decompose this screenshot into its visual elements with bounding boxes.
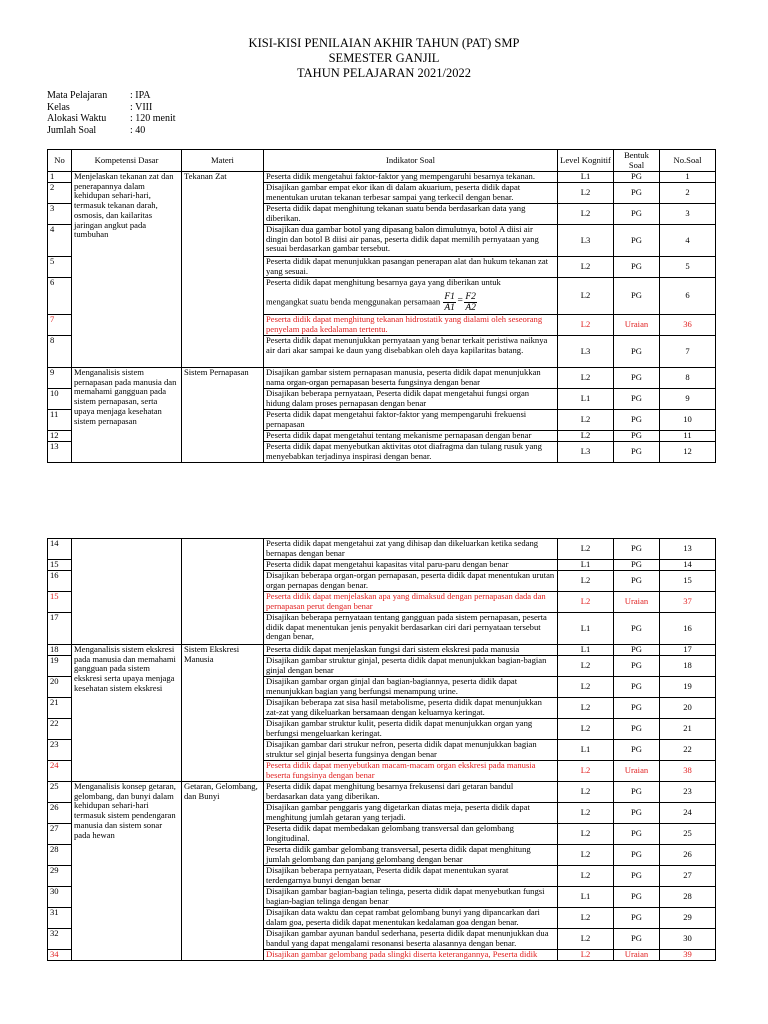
row-number: 9: [48, 368, 72, 389]
competency-cell: [72, 539, 182, 645]
document-title: [0, 36, 768, 81]
indicator-cell: Disajikan gambar organ ginjal dan bagian-bagiannya, peserta didik dapat menunjukkan bagian yang berfungsi menampung urine.: [264, 677, 558, 698]
row-number: 29: [48, 866, 72, 887]
level-cell: L2: [558, 782, 614, 803]
level-cell: L1: [558, 887, 614, 908]
header-materi: Materi: [182, 150, 264, 172]
question-number-cell: 39: [660, 950, 716, 961]
table-row: [48, 368, 716, 389]
question-number-cell: 16: [660, 613, 716, 645]
indicator-cell: Peserta didik dapat menyebutkan macam-macam organ ekskresi pada manusia beserta fungsinya dengan benar: [264, 761, 558, 782]
formula-num-2: F2: [465, 291, 476, 302]
competency-cell: Menjelaskan tekanan zat dan penerapannya dalam kehidupan sehari-hari, termasuk tekanan darah, osmosis, dan kailaritas jaringan angkut pada tumbuhan: [72, 172, 182, 368]
meta-time: [47, 113, 176, 125]
indicator-cell: Disajikan beberapa pernyataan, Peserta didik dapat menentukan syarat terdengarnya bunyi dengan benar: [264, 866, 558, 887]
question-type-cell: PG: [614, 803, 660, 824]
level-cell: L1: [558, 740, 614, 761]
question-type-cell: PG: [614, 645, 660, 656]
question-number-cell: 13: [660, 539, 716, 560]
level-cell: L2: [558, 908, 614, 929]
row-number: 14: [48, 539, 72, 560]
indicator-cell: Disajikan gambar empat ekor ikan di dalam akuarium, peserta didik dapat menentukan urutan tekanan terbesar sampai yang terkecil dengan benar.: [264, 183, 558, 204]
row-number: 1: [48, 172, 72, 183]
row-number: 7: [48, 315, 72, 336]
question-type-cell: PG: [614, 431, 660, 442]
question-type-cell: PG: [614, 410, 660, 431]
question-type-cell: PG: [614, 719, 660, 740]
header-no: No: [48, 150, 72, 172]
header-indikator: Indikator Soal: [264, 150, 558, 172]
indicator-cell: Disajikan gambar dari strukur nefron, peserta didik dapat menunjukkan bagian struktur sel ginjal beserta fungsinya dengan benar: [264, 740, 558, 761]
question-type-cell: PG: [614, 571, 660, 592]
question-type-cell: Uraian: [614, 315, 660, 336]
table-header-row: [48, 150, 716, 172]
question-type-cell: PG: [614, 613, 660, 645]
table-row: [48, 645, 716, 656]
competency-cell: Menganalisis sistem pernapasan pada manusia dan memahami gangguan pada sistem pernapasan, serta upaya menjaga kesehatan sistem pernapasan: [72, 368, 182, 463]
question-type-cell: PG: [614, 908, 660, 929]
question-number-cell: 2: [660, 183, 716, 204]
indicator-text: Peserta didik dapat menghitung besarnya gaya yang diberikan untuk: [266, 277, 501, 287]
question-number-cell: 15: [660, 571, 716, 592]
indicator-cell: Disajikan beberapa pernyataan, Peserta didik dapat mengetahui fungsi organ hidung dalam proses pernapasan dengan benar: [264, 389, 558, 410]
indicator-cell: Peserta didik dapat menghitung tekanan suatu benda berdasarkan data yang diberikan.: [264, 204, 558, 225]
question-number-cell: 17: [660, 645, 716, 656]
table-row: [48, 782, 716, 803]
level-cell: L2: [558, 278, 614, 315]
level-cell: L2: [558, 592, 614, 613]
question-number-cell: 28: [660, 887, 716, 908]
indicator-cell: Disajikan gambar ayunan bandul sederhana, peserta didik dapat menunjukkan dua bandul yang dapat mengalami resonansi beserta alasannya dengan benar.: [264, 929, 558, 950]
indicator-cell: Peserta didik dapat menjelaskan fungsi dari sistem ekskresi pada manusia: [264, 645, 558, 656]
question-number-cell: 37: [660, 592, 716, 613]
question-type-cell: PG: [614, 257, 660, 278]
meta-label: Mata Pelajaran: [47, 90, 108, 101]
level-cell: L2: [558, 656, 614, 677]
question-type-cell: PG: [614, 740, 660, 761]
indicator-cell: Disajikan gambar bagian-bagian telinga, peserta didik dapat menyebutkan fungsi bagian-bagian telinga dengan benar: [264, 887, 558, 908]
level-cell: L2: [558, 571, 614, 592]
question-number-cell: 30: [660, 929, 716, 950]
row-number: 32: [48, 929, 72, 950]
row-number: 19: [48, 656, 72, 677]
row-number: 25: [48, 782, 72, 803]
material-cell: Tekanan Zat: [182, 172, 264, 368]
question-type-cell: PG: [614, 929, 660, 950]
level-cell: L1: [558, 645, 614, 656]
question-type-cell: PG: [614, 866, 660, 887]
indicator-cell: [264, 278, 558, 315]
level-cell: L2: [558, 866, 614, 887]
row-number: 3: [48, 204, 72, 225]
question-number-cell: 21: [660, 719, 716, 740]
indicator-cell: Peserta didik dapat mengetahui kapasitas vital paru-paru dengan benar: [264, 560, 558, 571]
row-number: 12: [48, 431, 72, 442]
indicator-cell: Peserta didik dapat menunjukkan pernyataan yang benar terkait peristiwa naiknya air dari akar sampai ke daun yang disebabkan oleh daya kapilaritas batang.: [264, 336, 558, 368]
level-cell: L3: [558, 225, 614, 257]
indicator-cell: Peserta didik mengetahui faktor-faktor yang mempengaruhi besarnya tekanan.: [264, 172, 558, 183]
formula-equals: =: [456, 296, 464, 307]
row-number: 2: [48, 183, 72, 204]
question-number-cell: 18: [660, 656, 716, 677]
row-number: 18: [48, 645, 72, 656]
level-cell: L2: [558, 698, 614, 719]
title-line-2: SEMESTER GANJIL: [328, 51, 440, 65]
meta-count: [47, 125, 176, 137]
row-number: 15: [48, 560, 72, 571]
row-number: 11: [48, 410, 72, 431]
row-number: 23: [48, 740, 72, 761]
level-cell: L2: [558, 719, 614, 740]
level-cell: L2: [558, 431, 614, 442]
question-type-cell: PG: [614, 560, 660, 571]
question-type-cell: PG: [614, 782, 660, 803]
material-cell: Sistem Pernapasan: [182, 368, 264, 463]
question-type-cell: Uraian: [614, 592, 660, 613]
row-number: 28: [48, 845, 72, 866]
question-type-cell: PG: [614, 225, 660, 257]
question-type-cell: PG: [614, 656, 660, 677]
indicator-cell: Peserta didik dapat mengetahui tentang mekanisme pernapasan dengan benar: [264, 431, 558, 442]
level-cell: L2: [558, 677, 614, 698]
level-cell: L1: [558, 560, 614, 571]
question-type-cell: PG: [614, 887, 660, 908]
level-cell: L3: [558, 442, 614, 463]
competency-cell: Menganalisis sistem ekskresi pada manusia dan memahami gangguan pada sistem ekskresi serta upaya menjaga kesehatan sistem ekskresi: [72, 645, 182, 782]
row-number: 24: [48, 761, 72, 782]
question-type-cell: PG: [614, 677, 660, 698]
row-number: 16: [48, 571, 72, 592]
question-number-cell: 1: [660, 172, 716, 183]
question-type-cell: PG: [614, 183, 660, 204]
question-number-cell: 5: [660, 257, 716, 278]
row-number: 10: [48, 389, 72, 410]
row-number: 17: [48, 613, 72, 645]
question-type-cell: PG: [614, 539, 660, 560]
question-number-cell: 12: [660, 442, 716, 463]
formula-fraction-2: [464, 292, 477, 313]
question-type-cell: PG: [614, 442, 660, 463]
indicator-cell: Peserta didik dapat mengetahui faktor-faktor yang mempengaruhi frekuensi pernapasan: [264, 410, 558, 431]
question-number-cell: 3: [660, 204, 716, 225]
indicator-cell: Peserta didik dapat mengetahui zat yang dihisap dan dikeluarkan ketika sedang bernapas dengan benar: [264, 539, 558, 560]
row-number: 22: [48, 719, 72, 740]
material-cell: Sistem Ekskresi Manusia: [182, 645, 264, 782]
indicator-cell: Peserta didik dapat menghitung tekanan hidrostatik yang dialami oleh seseorang penyelam pada kedalaman tertentu.: [264, 315, 558, 336]
row-number: 30: [48, 887, 72, 908]
meta-value: : 120 menit: [130, 113, 176, 124]
question-type-cell: PG: [614, 845, 660, 866]
row-number: 8: [48, 336, 72, 368]
indicator-cell: Disajikan gambar gelombang pada slingki diserta keterangannya, Peserta didik: [264, 950, 558, 961]
material-cell: Getaran, Gelombang, dan Bunyi: [182, 782, 264, 961]
question-type-cell: PG: [614, 172, 660, 183]
row-number: 20: [48, 677, 72, 698]
header-nosoal: No.Soal: [660, 150, 716, 172]
formula-num-1: F1: [444, 291, 455, 302]
meta-subject: [47, 90, 176, 102]
question-type-cell: PG: [614, 204, 660, 225]
formula-fraction-1: [443, 292, 456, 313]
meta-value: : VIII: [130, 101, 153, 113]
indicator-cell: Peserta didik dapat menghitung besarnya frekusensi dari getaran bandul berdasarkan data yang diberikan.: [264, 782, 558, 803]
question-type-cell: PG: [614, 824, 660, 845]
level-cell: L1: [558, 172, 614, 183]
header-bentuk: Bentuk Soal: [614, 150, 660, 172]
row-number: 21: [48, 698, 72, 719]
grid-table-page1: [47, 149, 716, 463]
indicator-cell: Disajikan beberapa organ-organ pernapasan, peserta didik dapat menentukan urutan organ pernapas dengan benar.: [264, 571, 558, 592]
title-line-1: KISI-KISI PENILAIAN AKHIR TAHUN (PAT) SMP: [248, 36, 520, 50]
indicator-cell: Peserta didik dapat menjelaskan apa yang dimaksud dengan pernapasan dada dan pernapasan perut dengan benar: [264, 592, 558, 613]
indicator-cell: Disajikan gambar penggaris yang digetarkan diatas meja, peserta didik dapat menghitung jumlah getaran yang terjadi.: [264, 803, 558, 824]
question-number-cell: 19: [660, 677, 716, 698]
row-number: 34: [48, 950, 72, 961]
level-cell: L2: [558, 761, 614, 782]
question-type-cell: PG: [614, 368, 660, 389]
formula-line: [266, 292, 555, 313]
indicator-cell: Peserta didik dapat menunjukkan pasangan penerapan alat dan hukum tekanan zat yang sesuai.: [264, 257, 558, 278]
question-type-cell: PG: [614, 389, 660, 410]
material-cell: [182, 539, 264, 645]
question-type-cell: PG: [614, 698, 660, 719]
formula-den-2: A2: [465, 302, 476, 313]
indicator-cell: Disajikan gambar struktur ginjal, peserta didik dapat menunjukkan bagian-bagian ginjal dengan benar: [264, 656, 558, 677]
meta-value: : IPA: [130, 90, 151, 101]
row-number: 26: [48, 803, 72, 824]
indicator-cell: Disajikan gambar struktur kulit, peserta didik dapat menunjukkan organ yang berfungsi mengeluarkan keringat.: [264, 719, 558, 740]
indicator-cell: Disajikan beberapa pernyataan tentang gangguan pada sistem pernapasan, peserta didik dapat menentukan jenis penyakit berdasarkan ciri dari pernyataan tersebut dengan benar,: [264, 613, 558, 645]
question-type-cell: Uraian: [614, 950, 660, 961]
meta-class: [47, 102, 176, 114]
grid-table-page2: [47, 538, 716, 961]
table-row: [48, 172, 716, 183]
indicator-cell: Peserta didik dapat membedakan gelombang transversal dan gelombang longitudinal.: [264, 824, 558, 845]
indicator-cell: Disajikan dua gambar botol yang dipasang balon dimulutnya, botol A diisi air dingin dan botol B diisi air panas, peserta didik dapat memilih pernyataan yang sesuai berdasarkan gambar tersebut.: [264, 225, 558, 257]
meta-value: : 40: [130, 124, 146, 136]
question-number-cell: 8: [660, 368, 716, 389]
level-cell: L2: [558, 315, 614, 336]
row-number: 15: [48, 592, 72, 613]
level-cell: L2: [558, 257, 614, 278]
indicator-cell: Disajikan beberapa zat sisa hasil metabolisme, peserta didik dapat menunjukkan zat-zat yang dikeluarkan bersamaan dengan keluarnya keringat.: [264, 698, 558, 719]
formula-den-1: A1: [444, 302, 455, 313]
level-cell: L2: [558, 204, 614, 225]
meta-label: Jumlah Soal: [47, 124, 97, 136]
indicator-cell: Disajikan data waktu dan cepat rambat gelombang bunyi yang dipancarkan dari dalam goa, peserta didik dapat menentukan kedalaman goa dengan benar.: [264, 908, 558, 929]
row-number: 4: [48, 225, 72, 257]
title-line-3: TAHUN PELAJARAN 2021/2022: [297, 66, 471, 80]
level-cell: L2: [558, 803, 614, 824]
table-row: [48, 539, 716, 560]
level-cell: L2: [558, 824, 614, 845]
level-cell: L1: [558, 389, 614, 410]
row-number: 13: [48, 442, 72, 463]
question-number-cell: 20: [660, 698, 716, 719]
row-number: 6: [48, 278, 72, 315]
level-cell: L2: [558, 929, 614, 950]
indicator-cell: Peserta didik dapat menyebutkan aktivitas otot diafragma dan tulang rusuk yang menyebabkan terjadinya inspirasi dengan benar.: [264, 442, 558, 463]
competency-cell: Menganalisis konsep getaran, gelombang, dan bunyi dalam kehidupan sehari-hari termasuk sistem pendengaran manusia dan sistem sonar pada hewan: [72, 782, 182, 961]
level-cell: L2: [558, 183, 614, 204]
question-type-cell: PG: [614, 278, 660, 315]
question-number-cell: 7: [660, 336, 716, 368]
question-number-cell: 38: [660, 761, 716, 782]
question-number-cell: 36: [660, 315, 716, 336]
meta-label: Kelas: [47, 101, 70, 113]
question-number-cell: 14: [660, 560, 716, 571]
indicator-cell: Peserta didik gambar gelombang transversal, peserta didik dapat menghitung jumlah gelombang dan panjang gelombang dengan benar: [264, 845, 558, 866]
indicator-cell: Disajikan gambar sistem pernapasan manusia, peserta didik dapat menunjukkan nama organ-organ pernapasan beserta fungsinya dengan benar: [264, 368, 558, 389]
table-body-page2: [48, 539, 716, 961]
row-number: 27: [48, 824, 72, 845]
row-number: 5: [48, 257, 72, 278]
level-cell: L2: [558, 410, 614, 431]
question-type-cell: Uraian: [614, 761, 660, 782]
exam-meta: [47, 90, 176, 136]
question-number-cell: 29: [660, 908, 716, 929]
level-cell: L2: [558, 950, 614, 961]
level-cell: L1: [558, 613, 614, 645]
meta-label: Alokasi Waktu: [47, 113, 107, 124]
question-type-cell: PG: [614, 336, 660, 368]
level-cell: L2: [558, 368, 614, 389]
header-level: Level Kognitif: [558, 150, 614, 172]
question-number-cell: 22: [660, 740, 716, 761]
question-number-cell: 6: [660, 278, 716, 315]
question-number-cell: 25: [660, 824, 716, 845]
question-number-cell: 27: [660, 866, 716, 887]
question-number-cell: 24: [660, 803, 716, 824]
question-number-cell: 23: [660, 782, 716, 803]
row-number: 31: [48, 908, 72, 929]
question-number-cell: 4: [660, 225, 716, 257]
table-body-page1: [48, 172, 716, 463]
question-number-cell: 9: [660, 389, 716, 410]
level-cell: L3: [558, 336, 614, 368]
formula-prefix: mengangkat suatu benda menggunakan persamaan: [266, 296, 441, 307]
question-number-cell: 10: [660, 410, 716, 431]
question-number-cell: 26: [660, 845, 716, 866]
level-cell: L2: [558, 845, 614, 866]
header-kd: Kompetensi Dasar: [72, 150, 182, 172]
level-cell: L2: [558, 539, 614, 560]
question-number-cell: 11: [660, 431, 716, 442]
